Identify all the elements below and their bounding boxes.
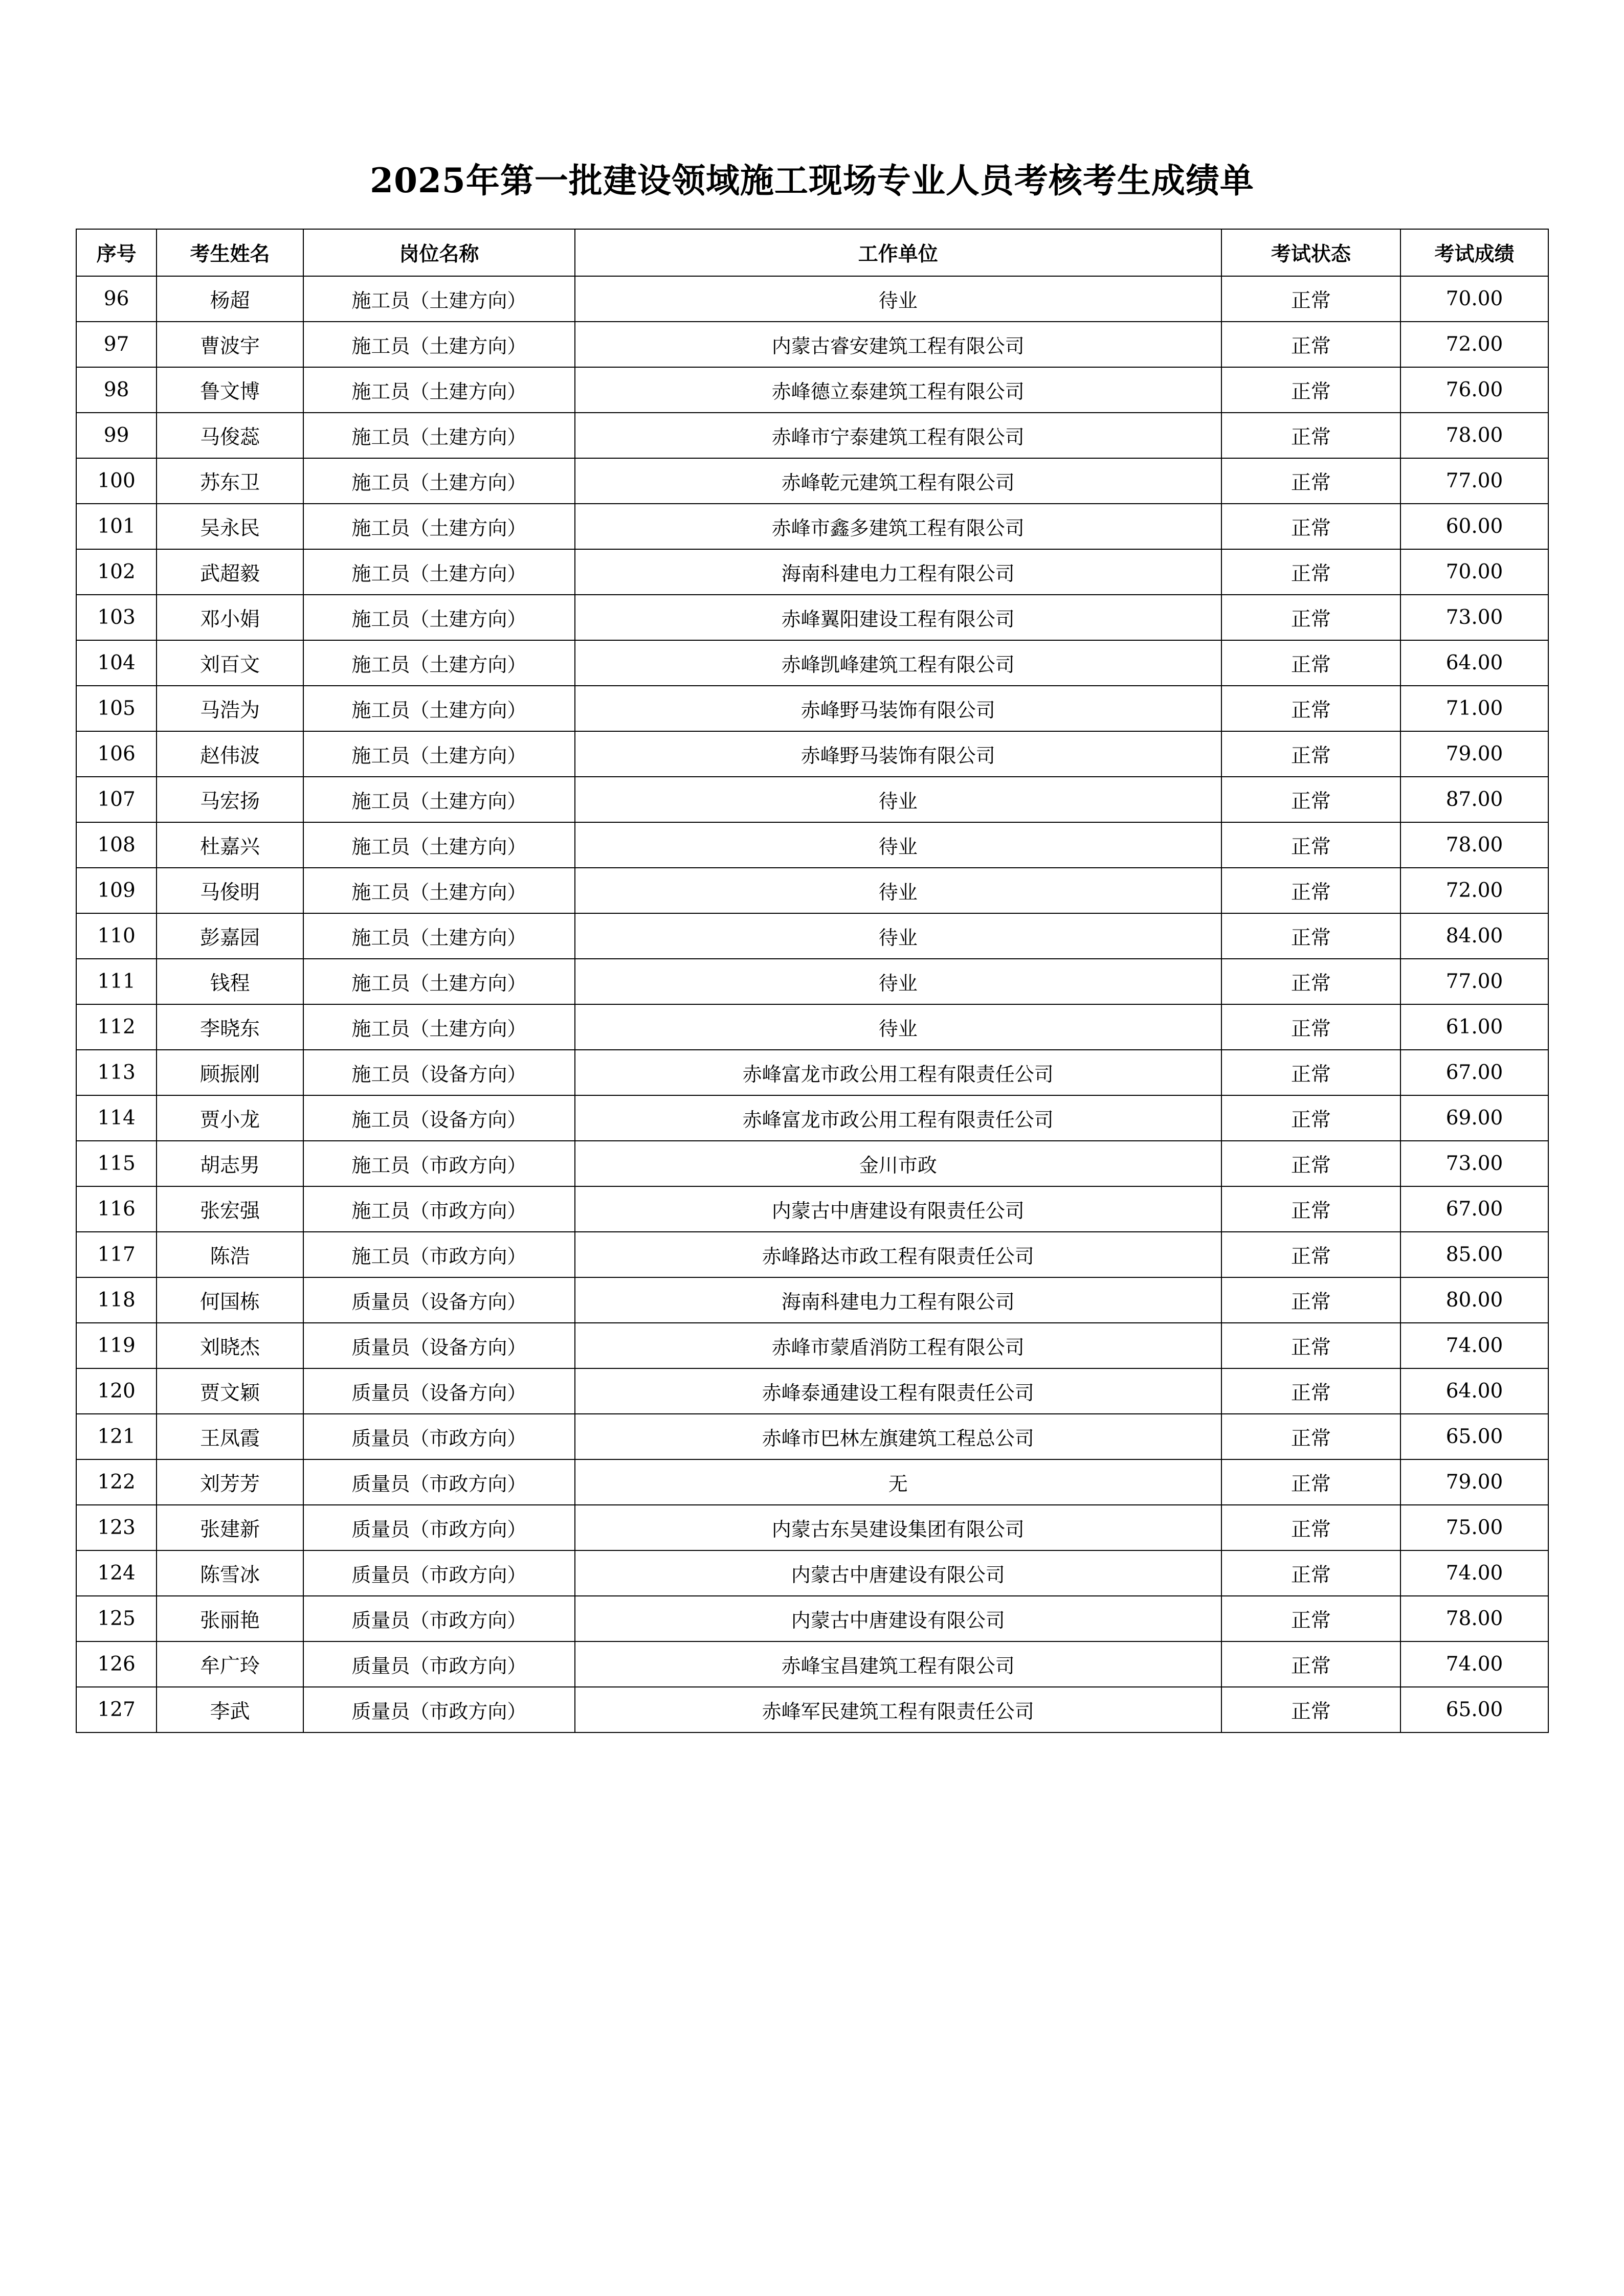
table-row xyxy=(76,1232,1548,1277)
cell-index: 110 xyxy=(76,913,157,959)
cell-index: 97 xyxy=(76,322,157,367)
cell-post: 施工员（土建方向） xyxy=(303,458,575,504)
cell-post: 施工员（土建方向） xyxy=(303,640,575,686)
cell-status: 正常 xyxy=(1221,1414,1400,1459)
cell-score: 64.00 xyxy=(1400,640,1548,686)
cell-unit: 赤峰市鑫多建筑工程有限公司 xyxy=(575,504,1221,549)
table-row xyxy=(76,1050,1548,1095)
cell-status: 正常 xyxy=(1221,1186,1400,1232)
cell-post: 质量员（市政方向） xyxy=(303,1459,575,1505)
cell-index: 125 xyxy=(76,1596,157,1641)
cell-score: 80.00 xyxy=(1400,1277,1548,1323)
cell-score: 64.00 xyxy=(1400,1368,1548,1414)
cell-score: 78.00 xyxy=(1400,413,1548,458)
cell-score: 67.00 xyxy=(1400,1050,1548,1095)
cell-post: 施工员（市政方向） xyxy=(303,1232,575,1277)
cell-post: 施工员（土建方向） xyxy=(303,276,575,322)
cell-unit: 海南科建电力工程有限公司 xyxy=(575,549,1221,595)
table-row xyxy=(76,913,1548,959)
cell-name: 张宏强 xyxy=(157,1186,303,1232)
table-body xyxy=(76,276,1548,1732)
cell-name: 马宏扬 xyxy=(157,777,303,822)
cell-name: 刘晓杰 xyxy=(157,1323,303,1368)
cell-unit: 内蒙古中唐建设有限公司 xyxy=(575,1550,1221,1596)
cell-unit: 海南科建电力工程有限公司 xyxy=(575,1277,1221,1323)
cell-name: 鲁文博 xyxy=(157,367,303,413)
cell-name: 李武 xyxy=(157,1687,303,1732)
cell-status: 正常 xyxy=(1221,1095,1400,1141)
cell-status: 正常 xyxy=(1221,322,1400,367)
cell-post: 质量员（市政方向） xyxy=(303,1596,575,1641)
cell-index: 100 xyxy=(76,458,157,504)
cell-index: 98 xyxy=(76,367,157,413)
cell-name: 武超毅 xyxy=(157,549,303,595)
cell-index: 99 xyxy=(76,413,157,458)
cell-index: 122 xyxy=(76,1459,157,1505)
cell-post: 施工员（土建方向） xyxy=(303,504,575,549)
cell-score: 77.00 xyxy=(1400,959,1548,1004)
score-table xyxy=(76,229,1549,1733)
cell-status: 正常 xyxy=(1221,1141,1400,1186)
column-header-name: 考生姓名 xyxy=(157,229,303,276)
table-row xyxy=(76,1459,1548,1505)
cell-unit: 待业 xyxy=(575,822,1221,868)
cell-unit: 无 xyxy=(575,1459,1221,1505)
cell-post: 施工员（土建方向） xyxy=(303,868,575,913)
table-row xyxy=(76,1368,1548,1414)
table-row xyxy=(76,868,1548,913)
table-row xyxy=(76,1277,1548,1323)
cell-unit: 待业 xyxy=(575,1004,1221,1050)
cell-status: 正常 xyxy=(1221,1505,1400,1550)
cell-post: 施工员（土建方向） xyxy=(303,595,575,640)
cell-index: 113 xyxy=(76,1050,157,1095)
cell-status: 正常 xyxy=(1221,1550,1400,1596)
cell-index: 101 xyxy=(76,504,157,549)
cell-score: 65.00 xyxy=(1400,1414,1548,1459)
cell-name: 王凤霞 xyxy=(157,1414,303,1459)
table-row xyxy=(76,1550,1548,1596)
cell-index: 109 xyxy=(76,868,157,913)
cell-name: 胡志男 xyxy=(157,1141,303,1186)
cell-index: 114 xyxy=(76,1095,157,1141)
cell-status: 正常 xyxy=(1221,367,1400,413)
cell-index: 107 xyxy=(76,777,157,822)
cell-status: 正常 xyxy=(1221,822,1400,868)
table-row xyxy=(76,1414,1548,1459)
cell-status: 正常 xyxy=(1221,913,1400,959)
table-row xyxy=(76,822,1548,868)
cell-post: 施工员（土建方向） xyxy=(303,731,575,777)
cell-score: 70.00 xyxy=(1400,276,1548,322)
table-row xyxy=(76,686,1548,731)
cell-unit: 赤峰市蒙盾消防工程有限公司 xyxy=(575,1323,1221,1368)
cell-score: 73.00 xyxy=(1400,1141,1548,1186)
cell-post: 施工员（市政方向） xyxy=(303,1186,575,1232)
cell-unit: 赤峰路达市政工程有限责任公司 xyxy=(575,1232,1221,1277)
cell-index: 117 xyxy=(76,1232,157,1277)
cell-name: 杜嘉兴 xyxy=(157,822,303,868)
cell-name: 贾文颖 xyxy=(157,1368,303,1414)
cell-score: 67.00 xyxy=(1400,1186,1548,1232)
cell-score: 76.00 xyxy=(1400,367,1548,413)
cell-post: 施工员（土建方向） xyxy=(303,322,575,367)
table-header xyxy=(76,229,1548,276)
cell-name: 马俊明 xyxy=(157,868,303,913)
cell-status: 正常 xyxy=(1221,959,1400,1004)
cell-unit: 赤峰军民建筑工程有限责任公司 xyxy=(575,1687,1221,1732)
cell-name: 苏东卫 xyxy=(157,458,303,504)
cell-name: 顾振刚 xyxy=(157,1050,303,1095)
cell-post: 质量员（设备方向） xyxy=(303,1277,575,1323)
cell-post: 施工员（土建方向） xyxy=(303,549,575,595)
cell-index: 104 xyxy=(76,640,157,686)
cell-unit: 待业 xyxy=(575,868,1221,913)
cell-post: 质量员（设备方向） xyxy=(303,1368,575,1414)
cell-score: 77.00 xyxy=(1400,458,1548,504)
cell-score: 78.00 xyxy=(1400,1596,1548,1641)
cell-index: 105 xyxy=(76,686,157,731)
table-row xyxy=(76,1596,1548,1641)
cell-status: 正常 xyxy=(1221,1004,1400,1050)
cell-score: 72.00 xyxy=(1400,868,1548,913)
cell-post: 施工员（设备方向） xyxy=(303,1050,575,1095)
cell-index: 96 xyxy=(76,276,157,322)
cell-unit: 赤峰泰通建设工程有限责任公司 xyxy=(575,1368,1221,1414)
cell-post: 施工员（设备方向） xyxy=(303,1095,575,1141)
cell-name: 邓小娟 xyxy=(157,595,303,640)
cell-status: 正常 xyxy=(1221,868,1400,913)
cell-status: 正常 xyxy=(1221,1277,1400,1323)
cell-score: 61.00 xyxy=(1400,1004,1548,1050)
cell-unit: 赤峰富龙市政公用工程有限责任公司 xyxy=(575,1050,1221,1095)
cell-unit: 内蒙古东昊建设集团有限公司 xyxy=(575,1505,1221,1550)
cell-score: 69.00 xyxy=(1400,1095,1548,1141)
cell-status: 正常 xyxy=(1221,1368,1400,1414)
cell-score: 60.00 xyxy=(1400,504,1548,549)
cell-name: 张丽艳 xyxy=(157,1596,303,1641)
cell-name: 牟广玲 xyxy=(157,1641,303,1687)
cell-unit: 金川市政 xyxy=(575,1141,1221,1186)
cell-unit: 赤峰野马装饰有限公司 xyxy=(575,686,1221,731)
cell-name: 贾小龙 xyxy=(157,1095,303,1141)
cell-unit: 待业 xyxy=(575,276,1221,322)
cell-status: 正常 xyxy=(1221,731,1400,777)
cell-index: 124 xyxy=(76,1550,157,1596)
cell-unit: 待业 xyxy=(575,777,1221,822)
cell-unit: 赤峰富龙市政公用工程有限责任公司 xyxy=(575,1095,1221,1141)
cell-name: 陈雪冰 xyxy=(157,1550,303,1596)
cell-status: 正常 xyxy=(1221,777,1400,822)
cell-post: 施工员（土建方向） xyxy=(303,913,575,959)
cell-unit: 赤峰乾元建筑工程有限公司 xyxy=(575,458,1221,504)
cell-post: 质量员（设备方向） xyxy=(303,1323,575,1368)
cell-status: 正常 xyxy=(1221,413,1400,458)
cell-status: 正常 xyxy=(1221,1050,1400,1095)
cell-index: 111 xyxy=(76,959,157,1004)
cell-index: 108 xyxy=(76,822,157,868)
cell-post: 质量员（市政方向） xyxy=(303,1550,575,1596)
cell-name: 刘芳芳 xyxy=(157,1459,303,1505)
cell-index: 102 xyxy=(76,549,157,595)
table-row xyxy=(76,640,1548,686)
cell-name: 马俊蕊 xyxy=(157,413,303,458)
cell-score: 73.00 xyxy=(1400,595,1548,640)
cell-unit: 赤峰翼阳建设工程有限公司 xyxy=(575,595,1221,640)
cell-status: 正常 xyxy=(1221,458,1400,504)
column-header-score: 考试成绩 xyxy=(1400,229,1548,276)
cell-unit: 内蒙古睿安建筑工程有限公司 xyxy=(575,322,1221,367)
cell-name: 陈浩 xyxy=(157,1232,303,1277)
table-row xyxy=(76,1687,1548,1732)
cell-score: 85.00 xyxy=(1400,1232,1548,1277)
cell-name: 杨超 xyxy=(157,276,303,322)
cell-status: 正常 xyxy=(1221,276,1400,322)
table-row xyxy=(76,1004,1548,1050)
cell-score: 72.00 xyxy=(1400,322,1548,367)
cell-name: 钱程 xyxy=(157,959,303,1004)
cell-score: 79.00 xyxy=(1400,1459,1548,1505)
cell-post: 施工员（土建方向） xyxy=(303,686,575,731)
cell-index: 103 xyxy=(76,595,157,640)
cell-post: 施工员（土建方向） xyxy=(303,822,575,868)
page-title: 2025年第一批建设领域施工现场专业人员考核考生成绩单 xyxy=(370,161,1254,200)
cell-score: 70.00 xyxy=(1400,549,1548,595)
table-row xyxy=(76,1141,1548,1186)
table-row xyxy=(76,322,1548,367)
cell-score: 74.00 xyxy=(1400,1641,1548,1687)
cell-index: 115 xyxy=(76,1141,157,1186)
cell-post: 施工员（市政方向） xyxy=(303,1141,575,1186)
cell-index: 116 xyxy=(76,1186,157,1232)
cell-unit: 内蒙古中唐建设有限责任公司 xyxy=(575,1186,1221,1232)
cell-status: 正常 xyxy=(1221,1687,1400,1732)
cell-score: 87.00 xyxy=(1400,777,1548,822)
cell-unit: 赤峰野马装饰有限公司 xyxy=(575,731,1221,777)
cell-score: 65.00 xyxy=(1400,1687,1548,1732)
cell-index: 121 xyxy=(76,1414,157,1459)
score-table-container xyxy=(0,229,1624,1733)
cell-name: 何国栋 xyxy=(157,1277,303,1323)
cell-status: 正常 xyxy=(1221,1596,1400,1641)
cell-unit: 赤峰市巴林左旗建筑工程总公司 xyxy=(575,1414,1221,1459)
cell-name: 张建新 xyxy=(157,1505,303,1550)
column-header-status: 考试状态 xyxy=(1221,229,1400,276)
cell-unit: 赤峰凯峰建筑工程有限公司 xyxy=(575,640,1221,686)
cell-status: 正常 xyxy=(1221,686,1400,731)
cell-post: 质量员（市政方向） xyxy=(303,1641,575,1687)
table-row xyxy=(76,777,1548,822)
table-row xyxy=(76,959,1548,1004)
table-row xyxy=(76,458,1548,504)
column-header-index: 序号 xyxy=(76,229,157,276)
cell-status: 正常 xyxy=(1221,1641,1400,1687)
table-row xyxy=(76,504,1548,549)
cell-index: 126 xyxy=(76,1641,157,1687)
cell-score: 84.00 xyxy=(1400,913,1548,959)
cell-status: 正常 xyxy=(1221,504,1400,549)
cell-post: 质量员（市政方向） xyxy=(303,1414,575,1459)
cell-name: 曹波宇 xyxy=(157,322,303,367)
table-row xyxy=(76,276,1548,322)
cell-unit: 赤峰市宁泰建筑工程有限公司 xyxy=(575,413,1221,458)
cell-index: 120 xyxy=(76,1368,157,1414)
table-row xyxy=(76,731,1548,777)
cell-status: 正常 xyxy=(1221,1232,1400,1277)
cell-unit: 内蒙古中唐建设有限公司 xyxy=(575,1596,1221,1641)
cell-score: 71.00 xyxy=(1400,686,1548,731)
cell-score: 78.00 xyxy=(1400,822,1548,868)
cell-name: 刘百文 xyxy=(157,640,303,686)
table-row xyxy=(76,1641,1548,1687)
cell-post: 施工员（土建方向） xyxy=(303,777,575,822)
table-row xyxy=(76,549,1548,595)
table-row xyxy=(76,1186,1548,1232)
table-row xyxy=(76,1505,1548,1550)
cell-name: 马浩为 xyxy=(157,686,303,731)
cell-post: 质量员（市政方向） xyxy=(303,1505,575,1550)
cell-index: 127 xyxy=(76,1687,157,1732)
cell-post: 施工员（土建方向） xyxy=(303,413,575,458)
cell-status: 正常 xyxy=(1221,640,1400,686)
cell-post: 质量员（市政方向） xyxy=(303,1687,575,1732)
table-header-row xyxy=(76,229,1548,276)
cell-unit: 赤峰德立泰建筑工程有限公司 xyxy=(575,367,1221,413)
table-row xyxy=(76,1323,1548,1368)
table-row xyxy=(76,595,1548,640)
cell-post: 施工员（土建方向） xyxy=(303,959,575,1004)
table-row xyxy=(76,1095,1548,1141)
cell-status: 正常 xyxy=(1221,1459,1400,1505)
cell-post: 施工员（土建方向） xyxy=(303,1004,575,1050)
cell-name: 赵伟波 xyxy=(157,731,303,777)
cell-unit: 待业 xyxy=(575,913,1221,959)
cell-status: 正常 xyxy=(1221,549,1400,595)
column-header-post: 岗位名称 xyxy=(303,229,575,276)
cell-index: 119 xyxy=(76,1323,157,1368)
table-row xyxy=(76,413,1548,458)
cell-unit: 赤峰宝昌建筑工程有限公司 xyxy=(575,1641,1221,1687)
cell-status: 正常 xyxy=(1221,1323,1400,1368)
cell-unit: 待业 xyxy=(575,959,1221,1004)
cell-status: 正常 xyxy=(1221,595,1400,640)
cell-score: 74.00 xyxy=(1400,1323,1548,1368)
table-row xyxy=(76,367,1548,413)
cell-post: 施工员（土建方向） xyxy=(303,367,575,413)
cell-score: 75.00 xyxy=(1400,1505,1548,1550)
cell-score: 79.00 xyxy=(1400,731,1548,777)
cell-name: 李晓东 xyxy=(157,1004,303,1050)
cell-index: 123 xyxy=(76,1505,157,1550)
cell-score: 74.00 xyxy=(1400,1550,1548,1596)
cell-name: 彭嘉园 xyxy=(157,913,303,959)
cell-index: 106 xyxy=(76,731,157,777)
cell-name: 吴永民 xyxy=(157,504,303,549)
column-header-unit: 工作单位 xyxy=(575,229,1221,276)
cell-index: 112 xyxy=(76,1004,157,1050)
cell-index: 118 xyxy=(76,1277,157,1323)
